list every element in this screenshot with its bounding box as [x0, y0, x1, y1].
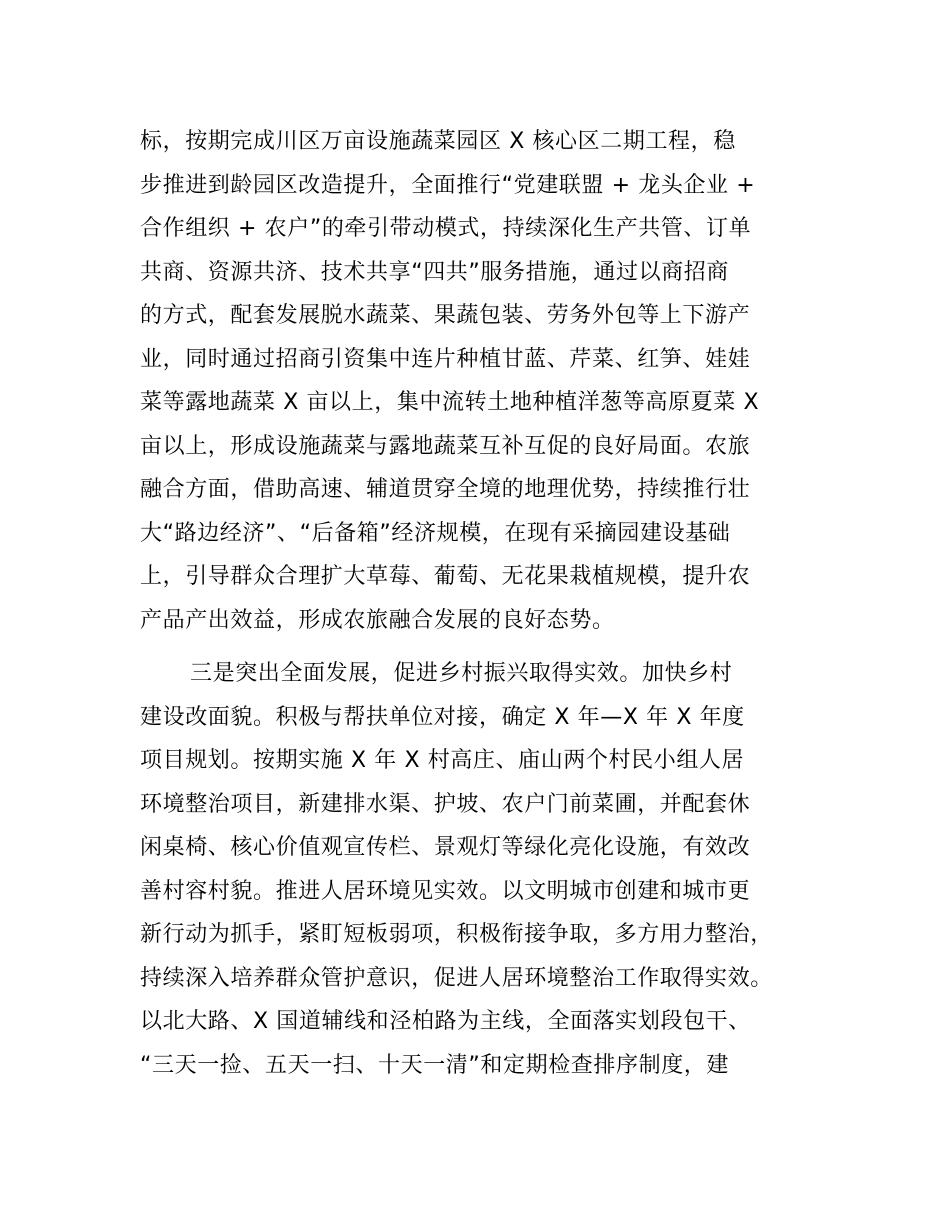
paragraph-1-line: 标，按期完成川区万亩设施蔬菜园区 X 核心区二期工程，稳	[140, 129, 736, 154]
paragraph-1-line: 上，引导群众合理扩大草莓、葡萄、无花果栽植规模，提升农	[140, 564, 751, 589]
paragraph-1-line: 业，同时通过招商引资集中连片种植甘蓝、芹菜、红笋、娃娃	[140, 346, 751, 372]
paragraph-1-line: 大“路边经济”、“后备箱”经济规模，在现有采摘园建设基础	[140, 520, 731, 546]
paragraph-2-line: 持续深入培养群众管护意识，促进人居环境整治工作取得实效。	[140, 965, 773, 991]
paragraph-2-line: 项目规划。按期实施 X 年 X 村高庄、庙山两个村民小组人居	[140, 748, 745, 773]
paragraph-2-line: 以北大路、X 国道辅线和泾柏路为主线，全面落实划段包干、	[140, 1009, 751, 1034]
paragraph-2-line: 善村容村貌。推进人居环境见实效。以文明城市创建和城市更	[140, 878, 751, 904]
paragraph-1-line: 亩以上，形成设施蔬菜与露地蔬菜互补互促的良好局面。农旅	[140, 433, 751, 459]
paragraph-1-line: 菜等露地蔬菜 X 亩以上，集中流转土地种植洋葱等高原夏菜 X	[140, 390, 760, 415]
paragraph-2-first-line: 三是突出全面发展，促进乡村振兴取得实效。加快乡村	[190, 661, 733, 686]
paragraph-1	[140, 120, 840, 642]
paragraph-1-line: 合作组织 + 农户”的牵引带动模式，持续深化生产共管、订单	[140, 216, 752, 241]
paragraph-1-line: 共商、资源共济、技术共享“四共”服务措施，通过以商招商	[140, 259, 729, 285]
paragraph-1-line: 的方式，配套发展脱水蔬菜、果蔬包装、劳务外包等上下游产	[140, 303, 751, 328]
paragraph-1-line: 产品产出效益，形成农旅融合发展的良好态势。	[140, 607, 615, 633]
paragraph-1-line: 步推进到龄园区改造提升，全面推行“党建联盟 + 龙头企业 +	[140, 172, 756, 198]
paragraph-2	[140, 652, 840, 1087]
paragraph-1-line: 融合方面，借助高速、辅道贯穿全境的地理优势，持续推行壮	[140, 477, 751, 502]
paragraph-2-line: “三天一捡、五天一扫、十天一清”和定期检查排序制度，建	[140, 1052, 729, 1078]
paragraph-2-line: 闲桌椅、核心价值观宣传栏、景观灯等绿化亮化设施，有效改	[140, 835, 751, 860]
paragraph-2-line: 新行动为抓手，紧盯短板弱项，积极衔接争取，多方用力整治，	[140, 922, 773, 947]
paragraph-2-line: 环境整治项目，新建排水渠、护坡、农户门前菜圃，并配套休	[140, 791, 751, 817]
paragraph-2-line: 建设改面貌。积极与帮扶单位对接，确定 X 年—X 年 X 年度	[140, 704, 745, 730]
